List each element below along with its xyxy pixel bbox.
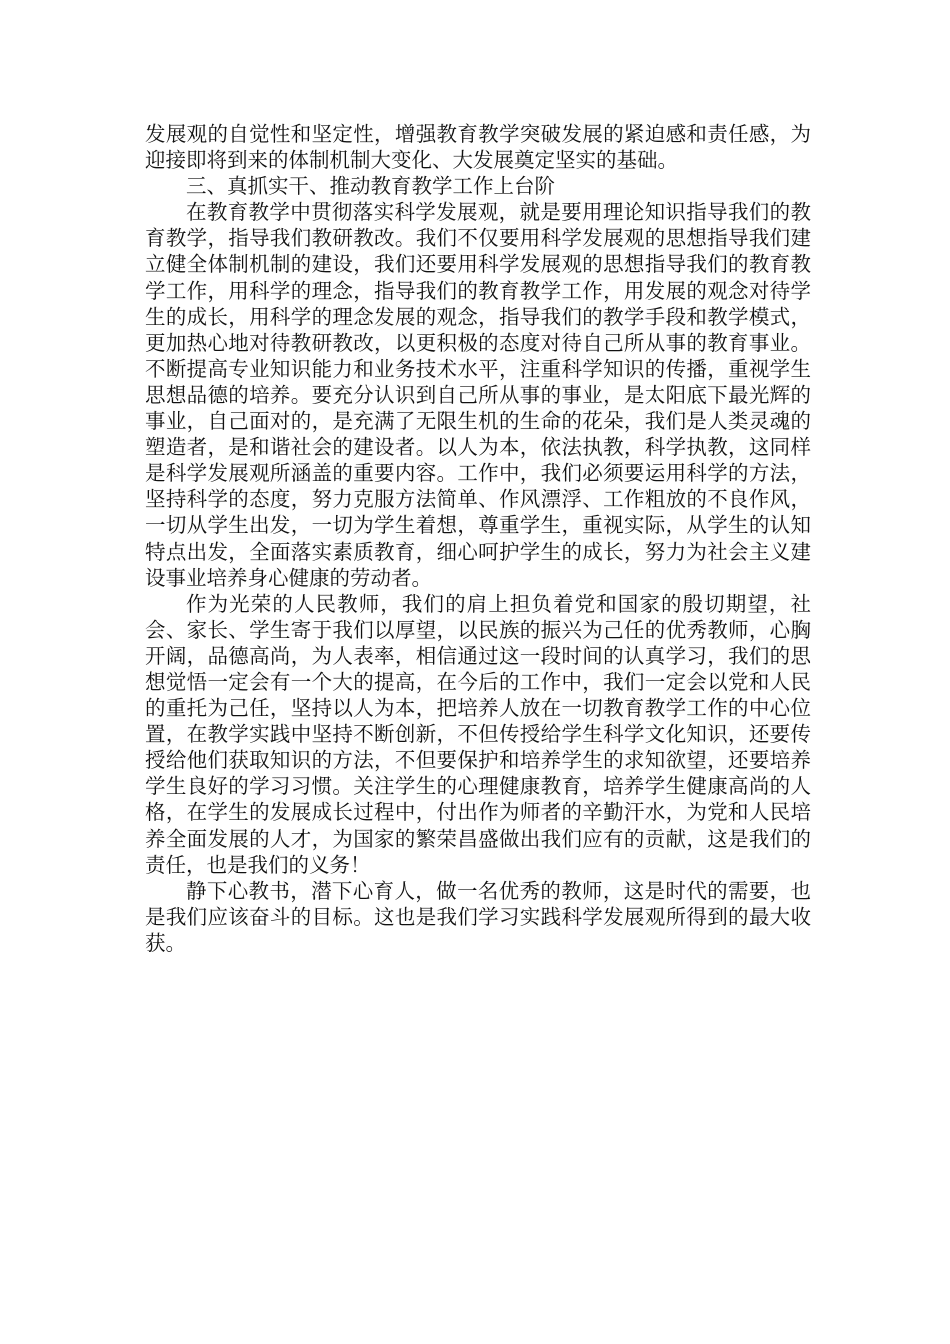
body-paragraph-3: 静下心教书，潜下心育人，做一名优秀的教师，这是时代的需要，也是我们应该奋斗的目标。这也是我们学习实践科学发展观所得到的最大收获。: [145, 878, 811, 955]
section-heading-3: 三、真抓实干、推动教育教学工作上台阶: [186, 174, 555, 199]
document-body: [145, 121, 811, 956]
continuation-paragraph: 发展观的自觉性和坚定性，增强教育教学突破发展的紧迫感和责任感，为迎接即将到来的体制机制大变化、大发展奠定坚实的基础。: [145, 122, 811, 173]
body-paragraph-2: 作为光荣的人民教师，我们的肩上担负着党和国家的殷切期望，社会、家长、学生寄于我们以厚望，以民族的振兴为己任的优秀教师，心胸开阔，品德高尚，为人表率，相信通过这一段时间的认真学习，我们的思想觉悟一定会有一个大的提高，在今后的工作中，我们一定会以党和人民的重托为己任，坚持以人为本，把培养人放在一切教育教学工作的中心位置，在教学实践中坚持不断创新，不但传授给学生科学文化知识，还要传授给他们获取知识的方法，不但要保护和培养学生的求知欲望，还要培养学生良好的学习习惯。关注学生的心理健康教育，培养学生健康高尚的人格，在学生的发展成长过程中，付出作为师者的辛勤汗水，为党和人民培养全面发展的人才，为国家的繁荣昌盛做出我们应有的贡献，这是我们的责任，也是我们的义务！: [145, 591, 811, 877]
body-paragraph-1: 在教育教学中贯彻落实科学发展观，就是要用理论知识指导我们的教育教学，指导我们教研教改。我们不仅要用科学发展观的思想指导我们建立健全体制机制的建设，我们还要用科学发展观的思想指导我们的教育教学工作，用科学的理念，指导我们的教育教学工作，用发展的观念对待学生的成长，用科学的理念发展的观念，指导我们的教学手段和教学模式，更加热心地对待教研教改，以更积极的态度对待自己所从事的教育事业。不断提高专业知识能力和业务技术水平，注重科学知识的传播，重视学生思想品德的培养。要充分认识到自己所从事的事业，是太阳底下最光辉的事业，自己面对的，是充满了无限生机的生命的花朵，我们是人类灵魂的塑造者，是和谐社会的建设者。以人为本，依法执教，科学执教，这同样是科学发展观所涵盖的重要内容。工作中，我们必须要运用科学的方法，坚持科学的态度，努力克服方法简单、作风漂浮、工作粗放的不良作风，一切从学生出发，一切为学生着想，尊重学生，重视实际，从学生的认知特点出发，全面落实素质教育，细心呵护学生的成长，努力为社会主义建设事业培养身心健康的劳动者。: [145, 200, 811, 590]
